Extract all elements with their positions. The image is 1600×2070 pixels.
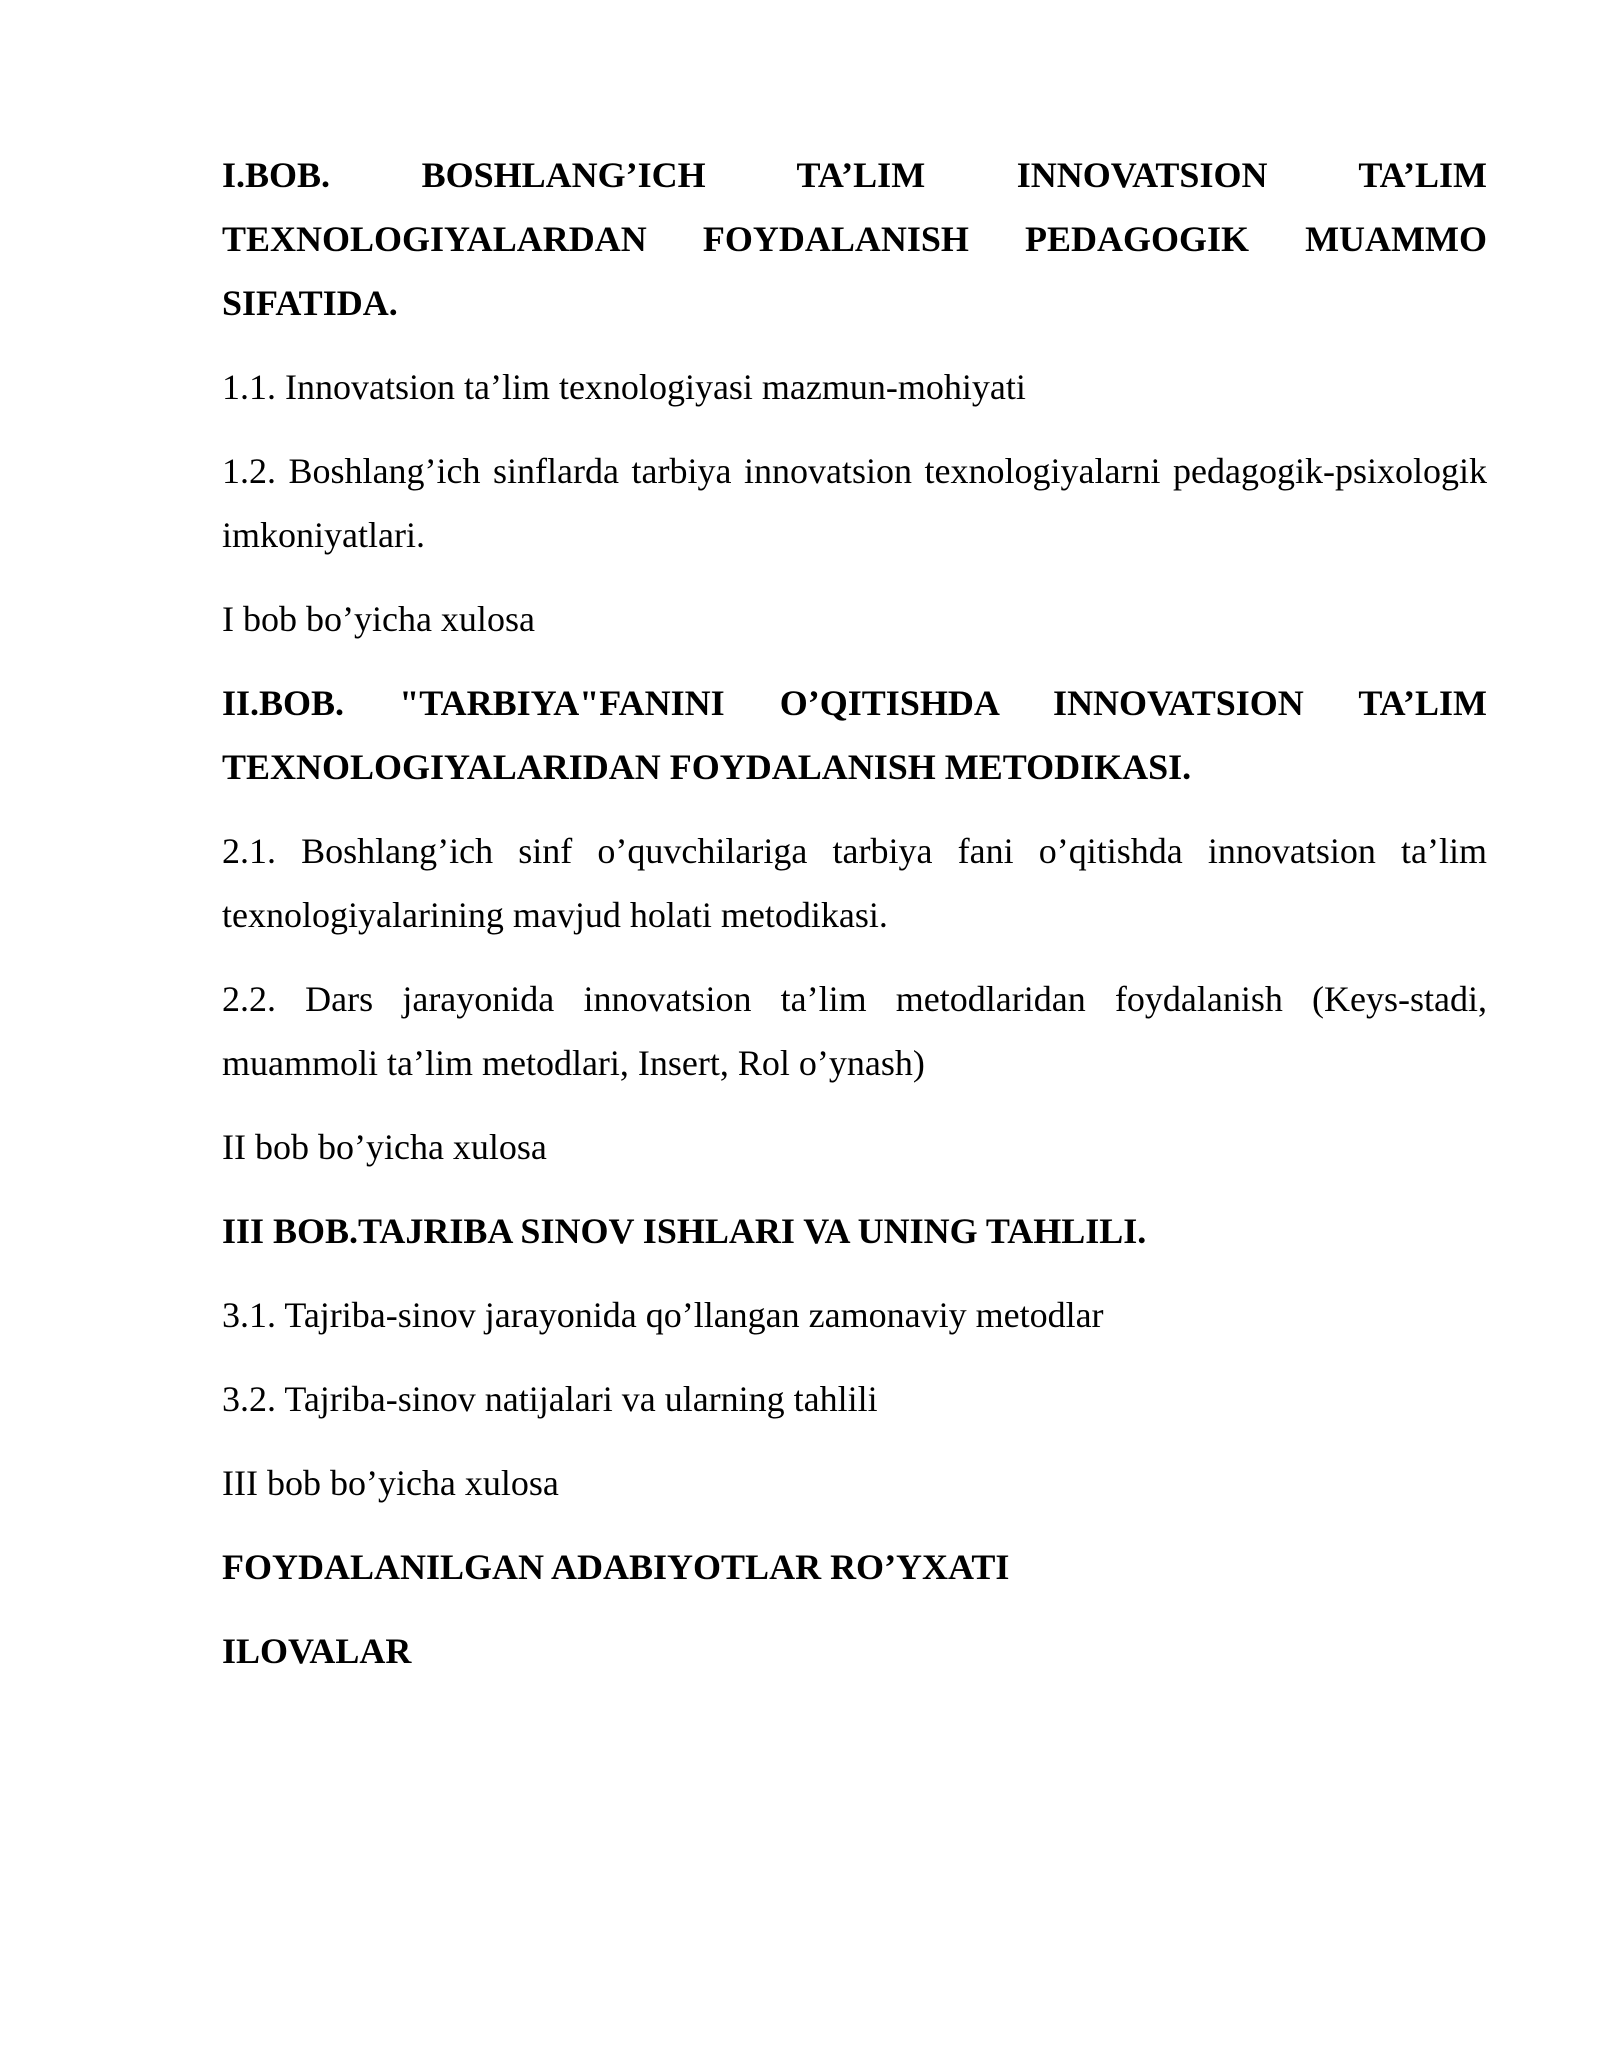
chapter-3-item-1: 3.1. Tajriba-sinov jarayonida qo’llangan zamonaviy metodlar bbox=[222, 1295, 1104, 1335]
chapter-3-title: III BOB.TAJRIBA SINOV ISHLARI VA UNING TAHLILI. bbox=[222, 1211, 1147, 1251]
chapter-2-item-2: 2.2. Dars jarayonida innovatsion ta’lim metodlaridan foydalanish (Keys-stadi, muammoli ta’lim metodlari, Insert, Rol o’ynash) bbox=[222, 979, 1487, 1083]
chapter-1-title: I.BOB. BOSHLANG’ICH TA’LIM INNOVATSION TA’LIM TEXNOLOGIYALARDAN FOYDALANISH PEDAGOGIK MUAMMO SIFATIDA. bbox=[222, 155, 1487, 323]
appendices-heading: ILOVALAR bbox=[222, 1631, 412, 1671]
chapter-3-item-2: 3.2. Tajriba-sinov natijalari va ularning tahlili bbox=[222, 1379, 878, 1419]
table-of-contents bbox=[222, 143, 1487, 1703]
chapter-3-conclusion: III bob bo’yicha xulosa bbox=[222, 1463, 559, 1503]
references-heading: FOYDALANILGAN ADABIYOTLAR RO’YXATI bbox=[222, 1547, 1010, 1587]
chapter-2-title: II.BOB. "TARBIYA"FANINI O’QITISHDA INNOVATSION TA’LIM TEXNOLOGIYALARIDAN FOYDALANISH METODIKASI. bbox=[222, 683, 1487, 787]
chapter-1-item-1: 1.1. Innovatsion ta’lim texnologiyasi mazmun-mohiyati bbox=[222, 367, 1026, 407]
chapter-1-item-2: 1.2. Boshlang’ich sinflarda tarbiya innovatsion texnologiyalarni pedagogik-psixologik imkoniyatlari. bbox=[222, 451, 1487, 555]
chapter-1-conclusion: I bob bo’yicha xulosa bbox=[222, 599, 535, 639]
chapter-2-conclusion: II bob bo’yicha xulosa bbox=[222, 1127, 547, 1167]
chapter-2-item-1: 2.1. Boshlang’ich sinf o’quvchilariga tarbiya fani o’qitishda innovatsion ta’lim texnologiyalarining mavjud holati metodikasi. bbox=[222, 831, 1487, 935]
